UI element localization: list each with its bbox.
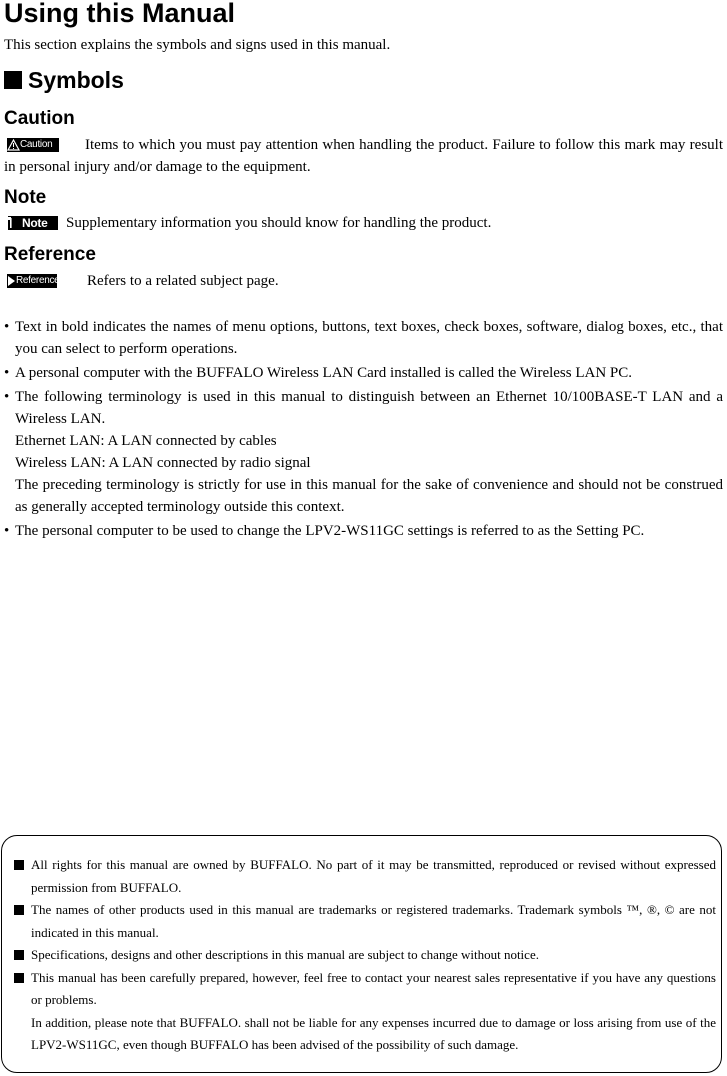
reference-description bbox=[4, 270, 723, 292]
note-text: Supplementary information you should know for handling the product. bbox=[66, 215, 492, 231]
note-description bbox=[4, 212, 723, 234]
caution-badge-label: Caution bbox=[20, 139, 53, 150]
note-badge-label: Note bbox=[22, 216, 48, 230]
notice-text: All rights for this manual are owned by BUFFALO. No part of it may be transmitted, reproduced or revised without expressed permission from BUFFALO. bbox=[31, 857, 716, 895]
black-square-icon bbox=[4, 71, 22, 89]
notice-item bbox=[14, 854, 716, 899]
list-item bbox=[4, 386, 723, 518]
square-bullet-icon bbox=[14, 905, 24, 915]
warning-triangle-icon bbox=[7, 139, 20, 151]
notice-text: Specifications, designs and other descriptions in this manual are subject to change without notice. bbox=[31, 947, 539, 962]
notice-extra-text: In addition, please note that BUFFALO. shall not be liable for any expenses incurred due to damage or loss arising from use of the LPV2-WS11GC, even though BUFFALO has been advised of the possibility of such damage. bbox=[31, 1014, 716, 1052]
notice-item bbox=[14, 944, 716, 967]
arrow-right-icon bbox=[7, 275, 16, 287]
caution-badge bbox=[7, 138, 59, 152]
list-item-text: Text in bold indicates the names of menu options, buttons, text boxes, check boxes, software, dialog boxes, etc., that you can select to perform operations. bbox=[15, 319, 723, 357]
bullet-marker: • bbox=[4, 389, 10, 405]
list-item-subline: The preceding terminology is strictly for use in this manual for the sake of convenience and should not be construed as generally accepted terminology outside this context. bbox=[15, 477, 723, 515]
note-pencil-icon bbox=[8, 217, 22, 229]
terminology-list bbox=[4, 316, 723, 544]
bullet-marker: • bbox=[4, 523, 10, 539]
caution-text: Items to which you must pay attention when handling the product. Failure to follow this mark may result in personal injury and/or damage to the equipment. bbox=[4, 137, 723, 175]
square-bullet-icon bbox=[14, 860, 24, 870]
reference-text: Refers to a related subject page. bbox=[87, 273, 279, 289]
symbols-heading-label: Symbols bbox=[28, 67, 124, 93]
caution-description bbox=[4, 134, 723, 178]
list-item bbox=[4, 316, 723, 360]
bullet-marker: • bbox=[4, 365, 10, 381]
square-bullet-icon bbox=[14, 950, 24, 960]
reference-badge bbox=[7, 274, 60, 288]
note-badge bbox=[8, 216, 58, 230]
list-item bbox=[4, 362, 723, 384]
reference-badge-label: Reference bbox=[16, 275, 60, 286]
intro-text: This section explains the symbols and signs used in this manual. bbox=[4, 37, 391, 53]
symbols-heading bbox=[4, 66, 124, 94]
legal-notice-list bbox=[14, 854, 716, 1057]
bullet-marker: • bbox=[4, 319, 10, 335]
square-bullet-icon bbox=[14, 973, 24, 983]
notice-item bbox=[14, 967, 716, 1057]
reference-heading: Reference bbox=[4, 244, 96, 265]
list-item bbox=[4, 520, 723, 542]
note-heading: Note bbox=[4, 187, 47, 208]
legal-notice-box bbox=[1, 835, 722, 1073]
list-item-text: A personal computer with the BUFFALO Wireless LAN Card installed is called the Wireless LAN PC. bbox=[15, 365, 633, 381]
page-title: Using this Manual bbox=[4, 0, 236, 28]
list-item-text: The following terminology is used in this manual to distinguish between an Ethernet 10/100BASE-T LAN and a Wireless LAN. bbox=[15, 389, 723, 427]
notice-text: This manual has been carefully prepared, however, feel free to contact your nearest sales representative if you have any questions or problems. bbox=[31, 969, 716, 1007]
notice-text: The names of other products used in this manual are trademarks or registered trademarks. Trademark symbols ™, ®, © are not indicated in this manual. bbox=[31, 902, 716, 940]
notice-item bbox=[14, 899, 716, 944]
list-item-subline: Ethernet LAN: A LAN connected by cables bbox=[15, 433, 277, 449]
list-item-text: The personal computer to be used to change the LPV2-WS11GC settings is referred to as the Setting PC. bbox=[15, 523, 645, 539]
list-item-subline: Wireless LAN: A LAN connected by radio signal bbox=[15, 455, 311, 471]
caution-heading: Caution bbox=[4, 108, 75, 129]
